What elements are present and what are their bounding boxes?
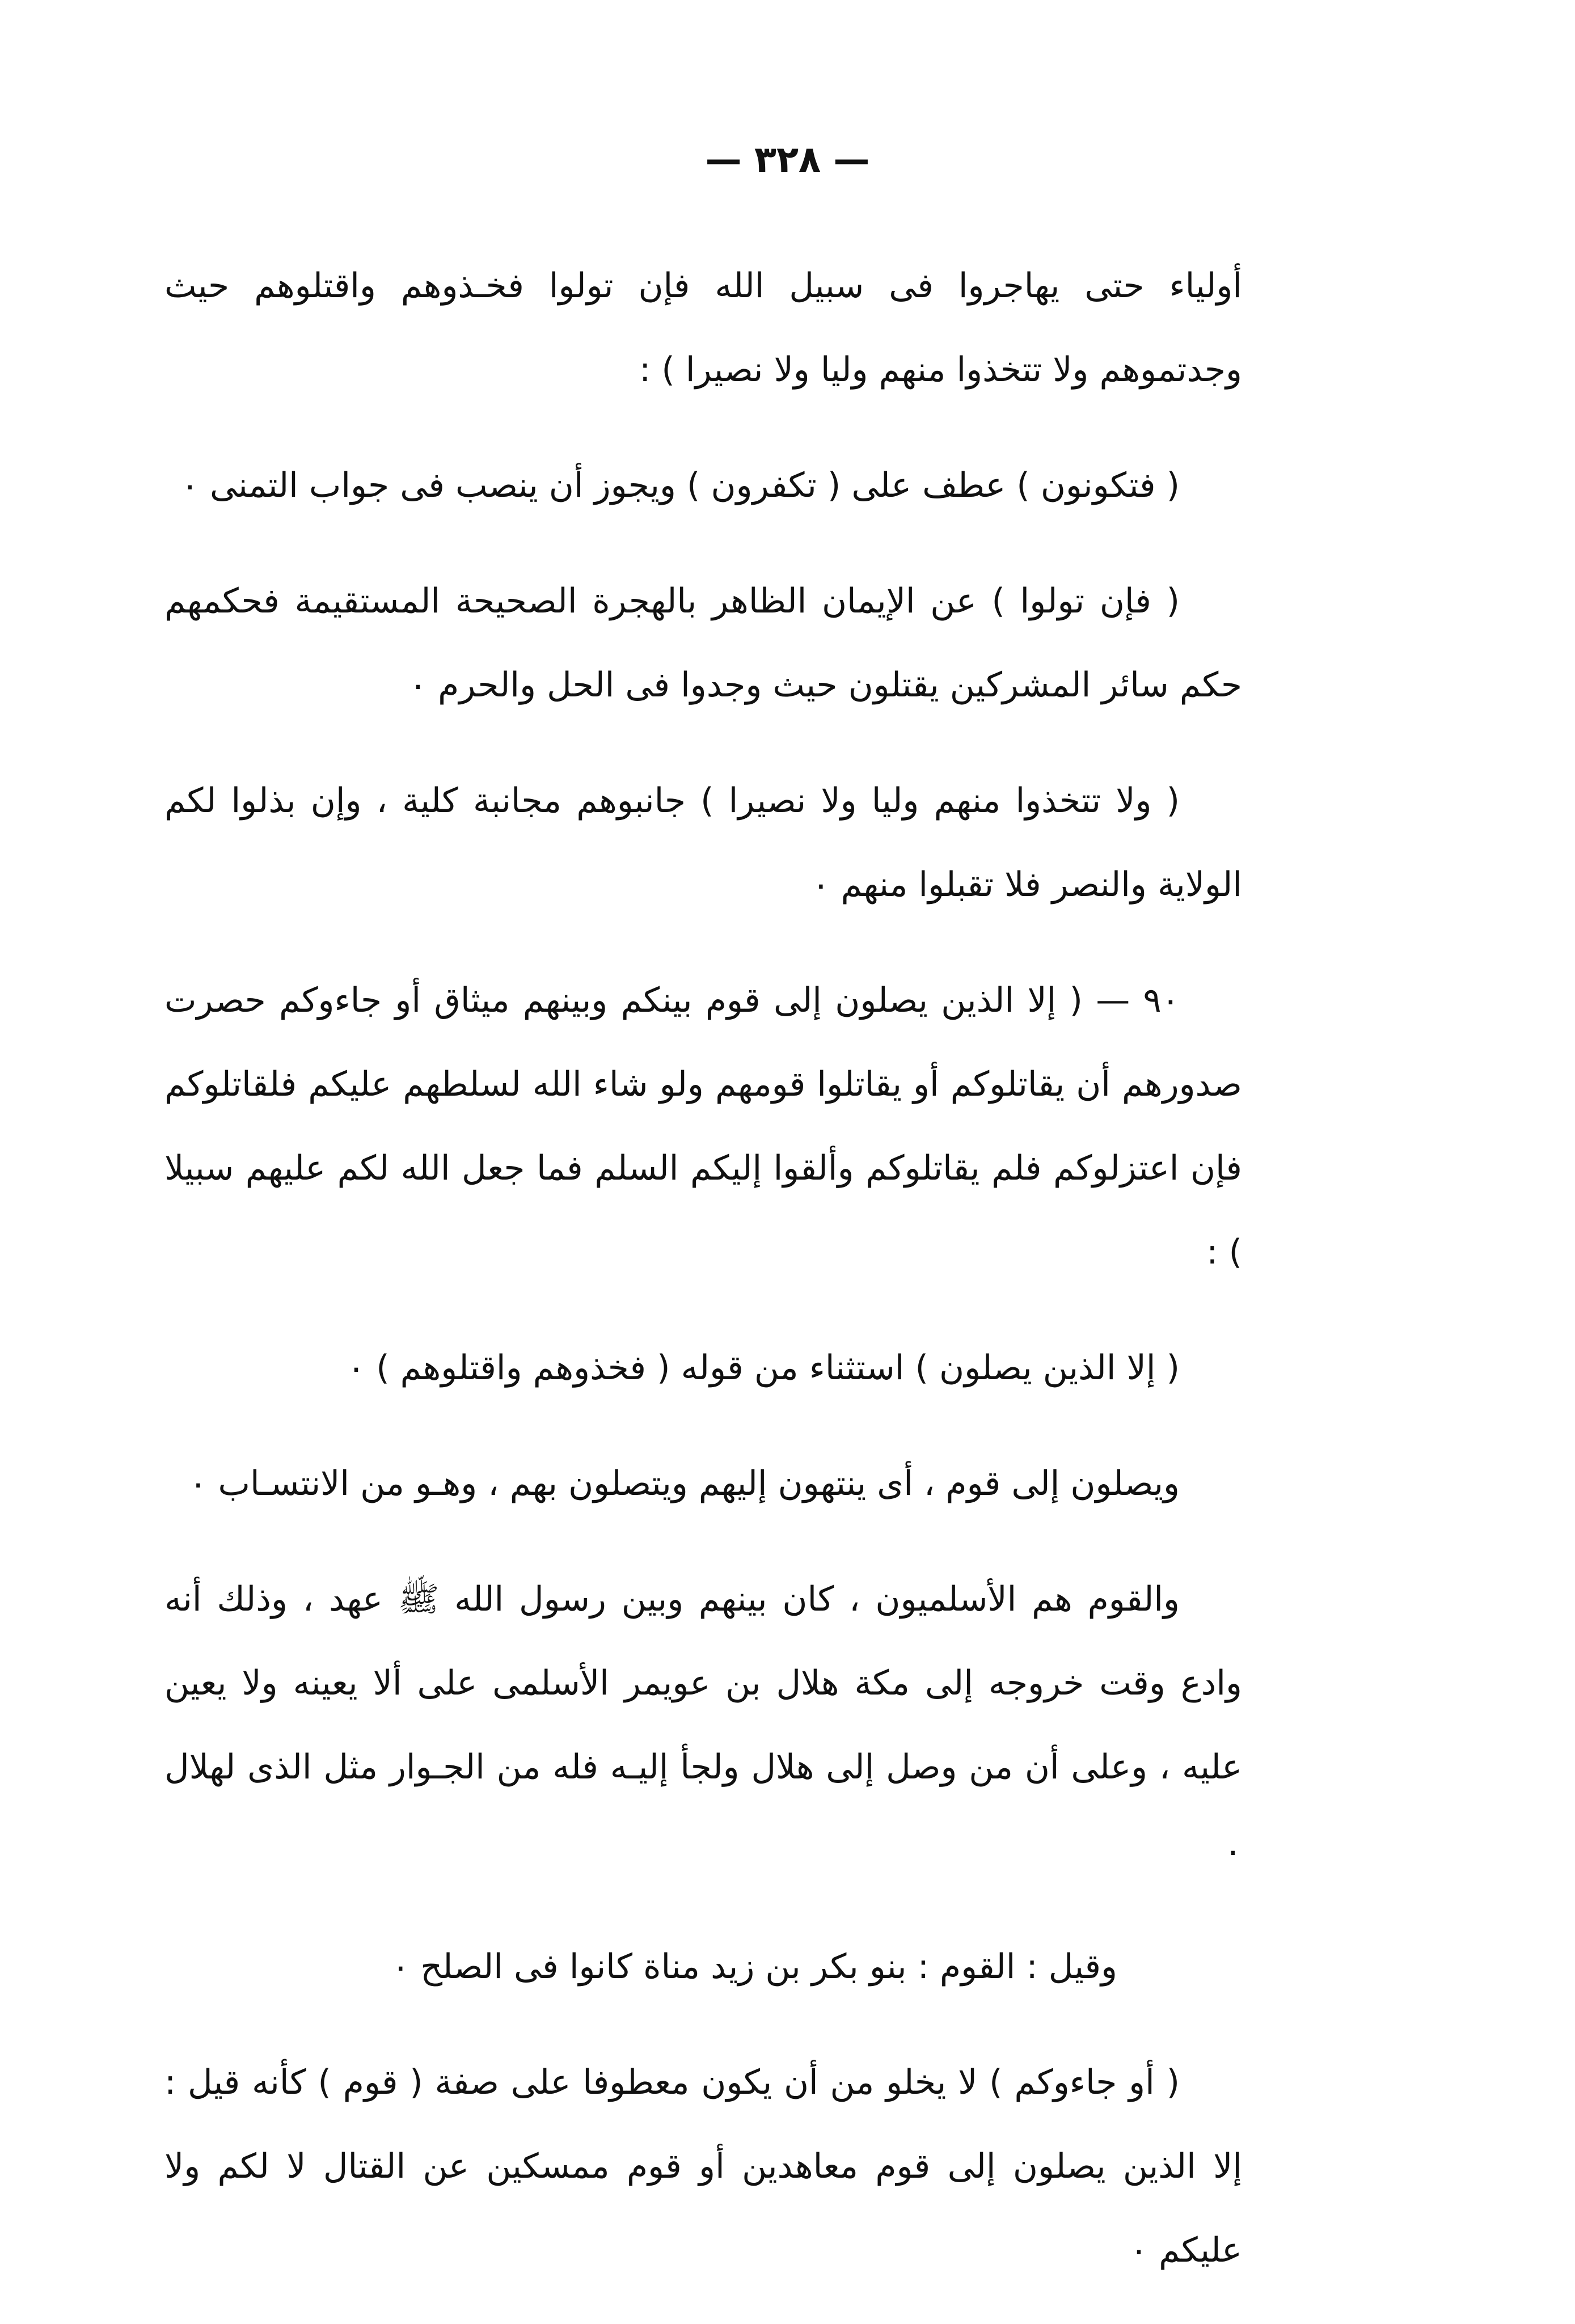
paragraph-4: ( ولا تتخذوا منهم وليا ولا نصيرا ) جانبوهم مجانبة كلية ، وإن بذلوا لكم الولاية والنصر فلا تقبلوا منهم ٠ [164, 781, 1242, 905]
paragraph-10: ( أو جاءوكم ) لا يخلو من أن يكون معطوفا على صفة ( قوم ) كأنه قيل : إلا الذين يصلون إلى قوم معاهدين أو قوم ممسكين عن القتال لا لكم ولا عليكم ٠ [164, 2063, 1242, 2270]
page-text [164, 244, 1242, 2324]
page-number: — ٣٢٨ — [705, 139, 870, 181]
paragraph-2: ( فتكونون ) عطف على ( تكفرون ) ويجوز أن ينصب فى جواب التمنى ٠ [180, 466, 1180, 505]
paragraph-3: ( فإن تولوا ) عن الإيمان الظاهر بالهجرة الصحيحة المستقيمة فحكمهم حكم سائر المشركين يقتلون حيث وجدوا فى الحل والحرم ٠ [164, 581, 1242, 705]
paragraph-5-verse-90: ٩٠ — ( إلا الذين يصلون إلى قوم بينكم وبينهم ميثاق أو جاءوكم حصرت صدورهم أن يقاتلوكم أو يقاتلوا قومهم ولو شاء الله لسلطهم عليكم فلقاتلوكم فإن اعتزلوكم فلم يقاتلوكم وألقوا إليكم السلم فما جعل الله لكم عليهم سبيلا ) : [164, 981, 1242, 1272]
paragraph-6: ( إلا الذين يصلون ) استثناء من قوله ( فخذوهم واقتلوهم ) ٠ [347, 1348, 1180, 1388]
paragraph-1: أولياء حتى يهاجروا فى سبيل الله فإن تولوا فخـذوهم واقتلوهم حيث وجدتموهم ولا تتخذوا منهم وليا ولا نصيرا ) : [164, 266, 1242, 390]
paragraph-7: ويصلون إلى قوم ، أى ينتهون إليهم ويتصلون بهم ، وهـو من الانتسـاب ٠ [189, 1464, 1180, 1503]
paragraph-8: والقوم هم الأسلميون ، كان بينهم وبين رسول الله ﷺ عهد ، وذلك أنه وادع وقت خروجه إلى مكة هلال بن عويمر الأسلمى على ألا يعينه ولا يعين عليه ، وعلى أن من وصل إلى هلال ولجأ إليـه فله من الجـوار مثل الذى لهلال ٠ [164, 1579, 1242, 1871]
paragraph-9: وقيل : القوم : بنو بكر بن زيد مناة كانوا فى الصلح ٠ [391, 1947, 1117, 1987]
